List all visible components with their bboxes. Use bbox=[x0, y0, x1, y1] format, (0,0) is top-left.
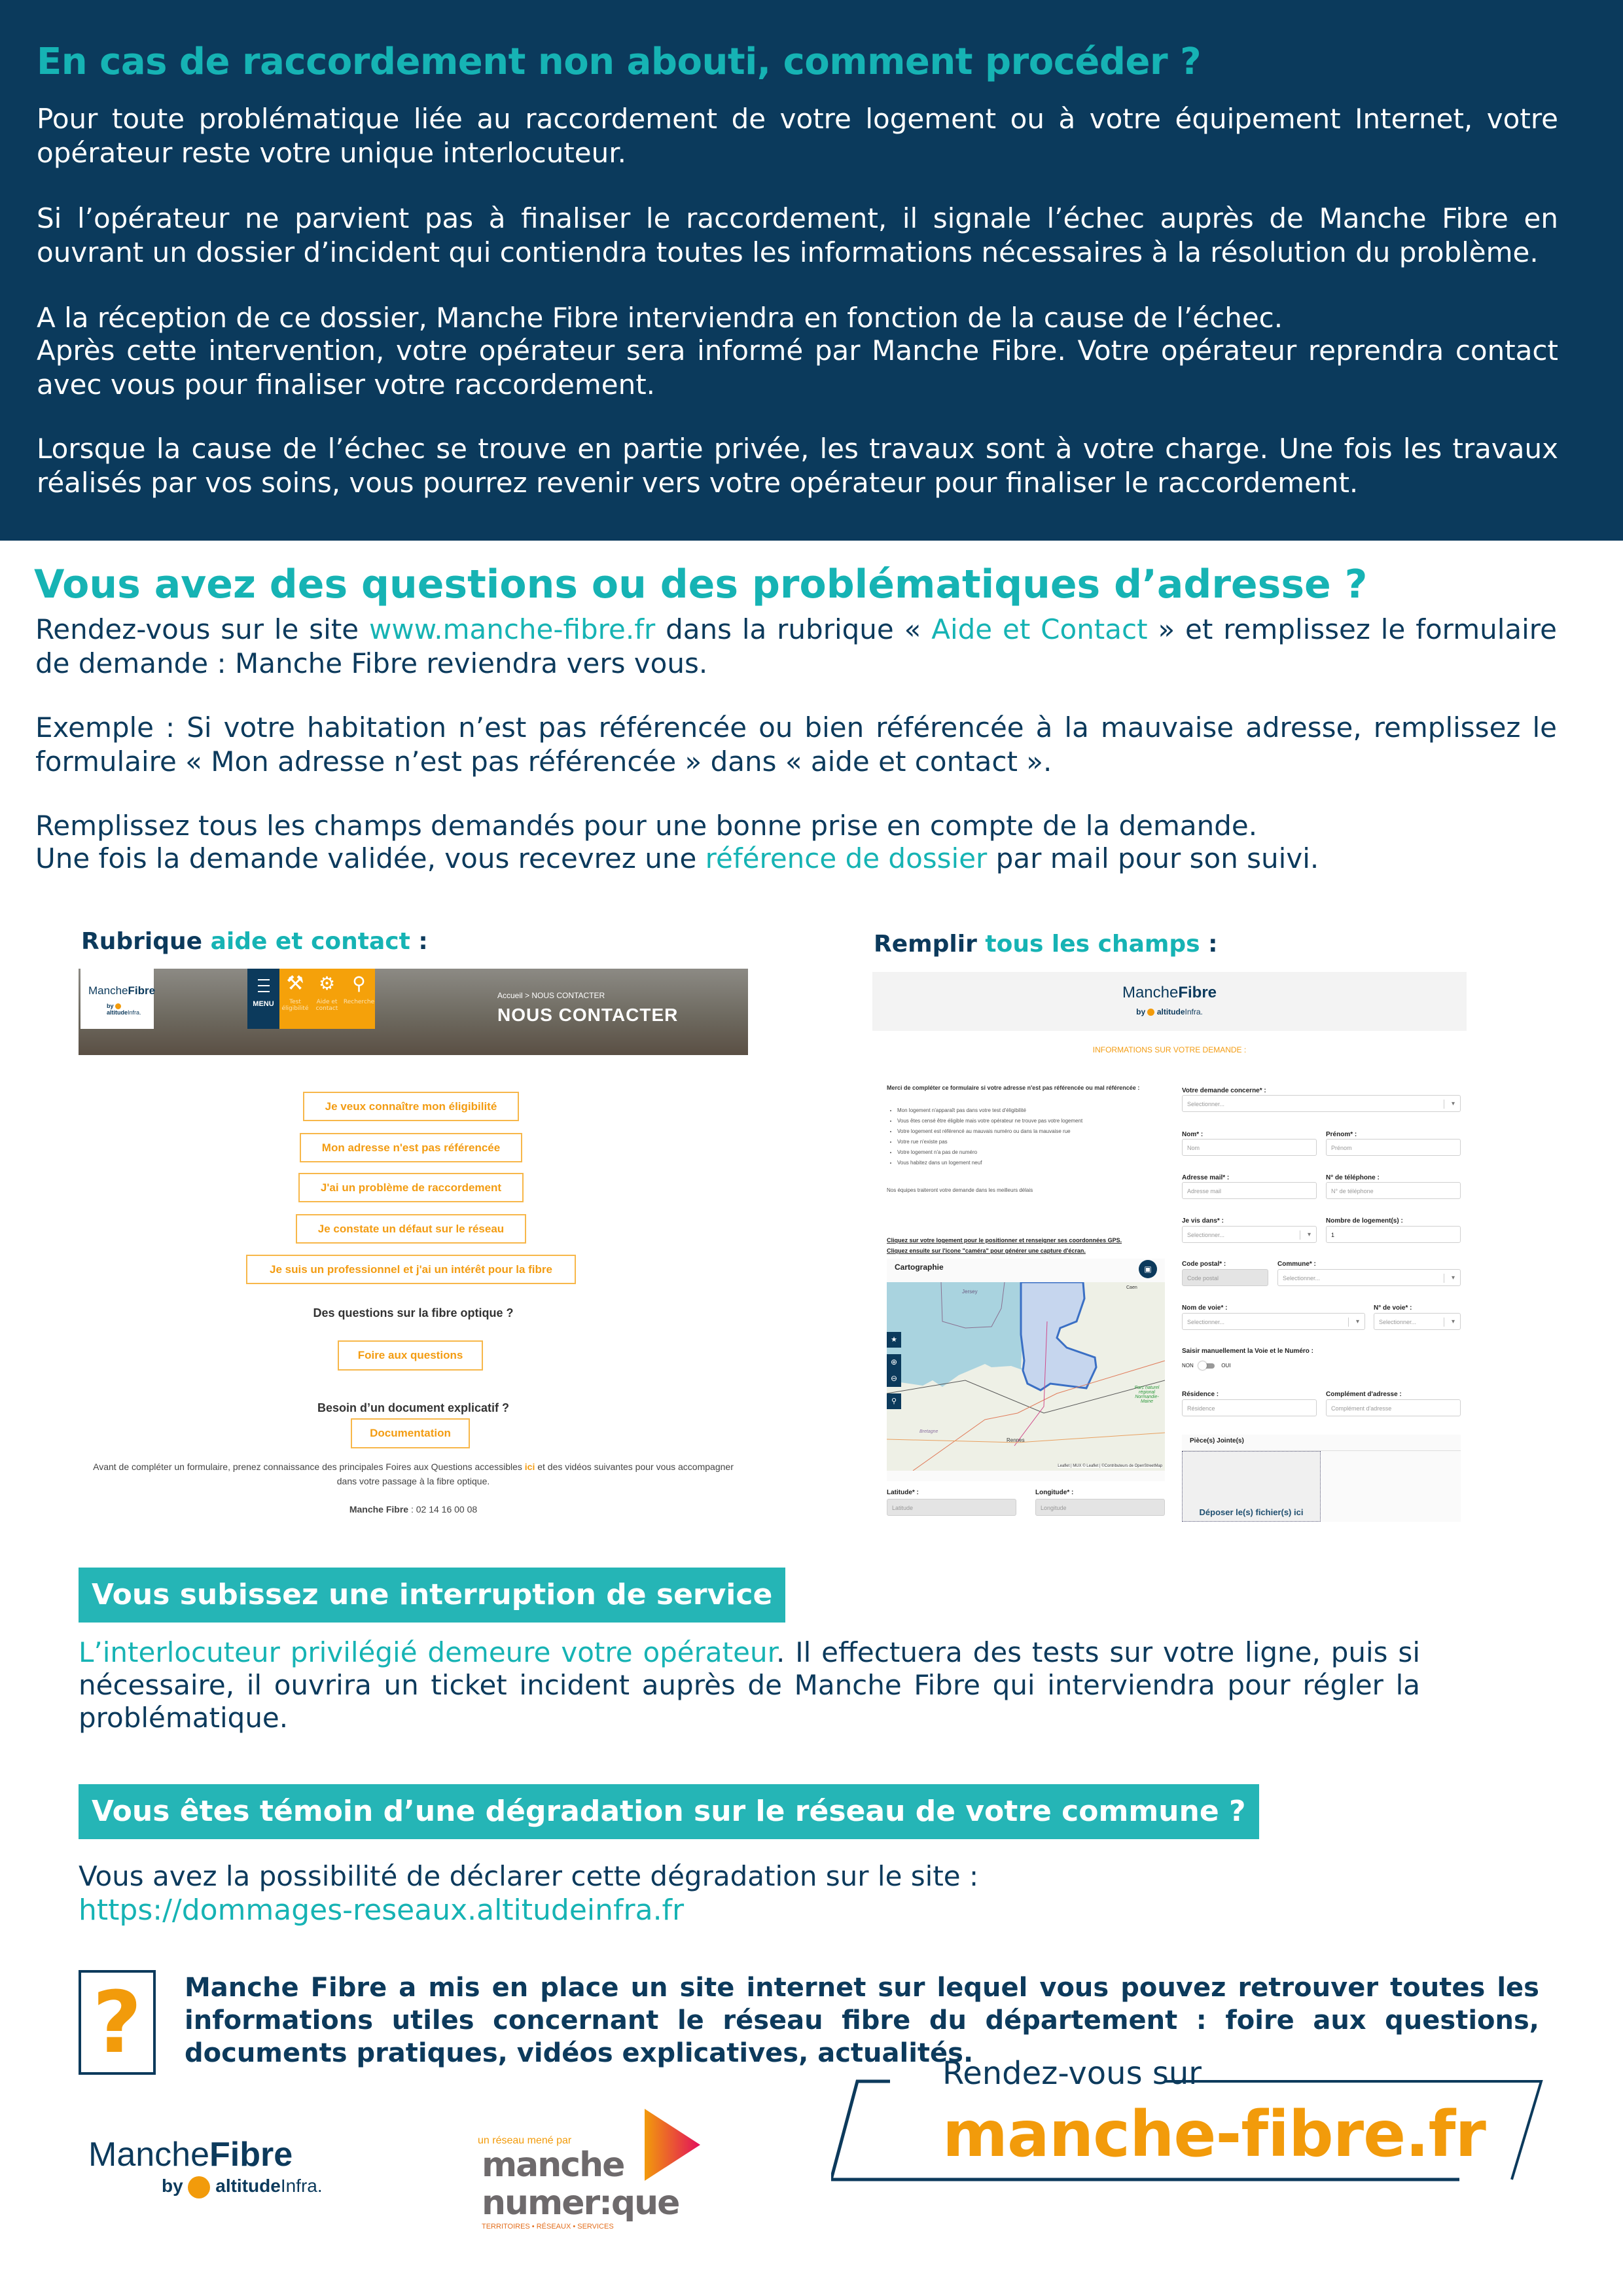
vis-select[interactable]: Selectionner... ▾ bbox=[1182, 1226, 1317, 1243]
section1-title: En cas de raccordement non abouti, comment procéder ? bbox=[37, 41, 1202, 83]
manual-entry-toggle[interactable] bbox=[1182, 1363, 1230, 1369]
altitude-icon bbox=[1147, 1009, 1154, 1016]
list-item: • Votre logement est référencé au mauvais numéro ou dans la mauvaise rue bbox=[897, 1126, 1179, 1137]
text: Manche Fibre bbox=[349, 1504, 409, 1515]
pickaxe-icon: ⚒ bbox=[286, 972, 304, 995]
connection-problem-button[interactable]: J'ai un problème de raccordement bbox=[298, 1173, 524, 1202]
section3-paragraph bbox=[79, 1636, 1420, 1734]
cp-input[interactable]: Code postal bbox=[1182, 1269, 1268, 1286]
logo-byline bbox=[107, 1003, 154, 1016]
camera-icon: ▣ bbox=[1144, 1265, 1152, 1274]
search-icon: ⚲ bbox=[352, 973, 366, 994]
commune-label: Commune* : bbox=[1277, 1261, 1316, 1268]
manche-fibre-footer-logo bbox=[88, 2135, 323, 2198]
nav-label: Test éligibilité bbox=[281, 999, 309, 1012]
text: . Il effectuera des tests sur votre ligne, puis si nécessaire, il ouvrira un ticket incident auprès de Manche Fibre qui interviendra pour régler la problématique. bbox=[79, 1636, 1420, 1734]
vis-label: Je vis dans* : bbox=[1182, 1217, 1224, 1225]
manche-fibre-logo bbox=[872, 984, 1467, 1002]
list-item: • Votre rue n'existe pas bbox=[897, 1137, 1179, 1147]
latitude-input[interactable]: Latitude bbox=[887, 1499, 1016, 1516]
mail-label: Adresse mail* : bbox=[1182, 1174, 1230, 1181]
file-dropzone[interactable] bbox=[1182, 1451, 1321, 1522]
logo-subline: TERRITOIRES • RÉSEAUX • SERVICES bbox=[482, 2223, 614, 2231]
tel-input[interactable]: N° de téléphone bbox=[1326, 1182, 1461, 1199]
section1-paragraph: Si l’opérateur ne parvient pas à finaliser le raccordement, il signale l’échec auprès de Manche Fibre en ouvrant un dossier d’incident qui contiendra toutes les informations nécessaires à la résolution du problème. bbox=[37, 202, 1558, 268]
map-attribution[interactable]: Leaflet | MUX © Leaflet | ©Contributeurs de OpenStreetMap bbox=[1058, 1464, 1162, 1468]
operator-highlight: L’interlocuteur privilégié demeure votre opérateur bbox=[79, 1636, 776, 1668]
cta-small-text: Rendez-vous sur bbox=[942, 2055, 1202, 2092]
nav-label: Recherche bbox=[343, 999, 375, 1005]
documentation-button[interactable]: Documentation bbox=[351, 1418, 470, 1448]
text: : bbox=[410, 928, 428, 955]
doc-heading: Besoin d’un document explicatif ? bbox=[317, 1401, 510, 1414]
menu-label: MENU bbox=[253, 1000, 274, 1008]
nav-label: Aide et contact bbox=[315, 999, 338, 1012]
map-label-bretagne: Bretagne bbox=[919, 1429, 938, 1434]
voie-select[interactable]: Selectionner... ▾ bbox=[1182, 1313, 1365, 1330]
text: Fibre bbox=[1178, 984, 1217, 1001]
question-mark-icon: ? bbox=[92, 1973, 142, 2072]
zoom-in-icon[interactable]: ⊕ bbox=[890, 1357, 898, 1367]
section2-paragraph-3: Remplissez tous les champs demandés pour une bonne prise en compte de la demande. bbox=[35, 810, 1258, 842]
section1-paragraph: Pour toute problématique liée au raccordement de votre logement ou à votre équipement Internet, votre opérateur reste votre unique interlocuteur. bbox=[37, 103, 1558, 169]
locate-icon: ⚲ bbox=[891, 1397, 897, 1405]
logo-byline bbox=[872, 1007, 1467, 1016]
incident-banner bbox=[0, 0, 1623, 541]
text: : 02 14 16 00 08 bbox=[408, 1504, 478, 1515]
map-canvas[interactable] bbox=[887, 1282, 1165, 1471]
footer-info-text: Manche Fibre a mis en place un site internet sur lequel vous pouvez retrouver toutes les informations utiles concernant le réseau fibre du département : foire aux questions, documents pratiques, vidéos explicatives, actualités. bbox=[185, 1973, 1539, 2068]
hamburger-icon bbox=[258, 979, 270, 992]
prenom-input[interactable]: Prénom bbox=[1326, 1139, 1461, 1156]
form-section-heading: INFORMATIONS SUR VOTRE DEMANDE : bbox=[1092, 1045, 1247, 1054]
nom-input[interactable]: Nom bbox=[1182, 1139, 1317, 1156]
cp-label: Code postal* : bbox=[1182, 1261, 1226, 1268]
list-item: • Mon logement n'apparaît pas dans votre test d'éligibilité bbox=[897, 1105, 1179, 1116]
text: Infra. bbox=[1185, 1007, 1203, 1016]
map-title: Cartographie bbox=[895, 1263, 944, 1272]
text: Rubrique bbox=[81, 928, 211, 955]
altitude-icon bbox=[115, 1003, 121, 1009]
text: altitude bbox=[1156, 1007, 1185, 1016]
website-link[interactable]: www.manche-fibre.fr bbox=[369, 613, 656, 645]
professional-button[interactable]: Je suis un professionnel et j'ai un intérêt pour la fibre bbox=[246, 1255, 576, 1284]
contact-phone bbox=[79, 1504, 748, 1515]
text: by bbox=[162, 2176, 183, 2196]
text: Avant de compléter un formulaire, prenez connaissance des principales Foires aux Questions accessibles bbox=[93, 1462, 525, 1472]
num-voie-select[interactable]: Selectionner... ▾ bbox=[1374, 1313, 1461, 1330]
latitude-label: Latitude* : bbox=[887, 1489, 919, 1496]
tel-label: N° de téléphone : bbox=[1326, 1174, 1380, 1181]
logo-wordmark bbox=[88, 2135, 323, 2174]
longitude-input[interactable]: Longitude bbox=[1035, 1499, 1165, 1516]
map-label-parc: Parc naturel régional Normandie-Maine bbox=[1134, 1386, 1160, 1404]
address-form-screenshot bbox=[872, 972, 1467, 1522]
nb-logements-label: Nombre de logement(s) : bbox=[1326, 1217, 1403, 1225]
complement-input[interactable]: Complément d'adresse bbox=[1326, 1399, 1461, 1416]
mail-input[interactable]: Adresse mail bbox=[1182, 1182, 1317, 1199]
demande-label: Votre demande concerne* : bbox=[1182, 1087, 1266, 1094]
text: Fibre bbox=[209, 2136, 293, 2174]
manual-entry-label: Saisir manuellement la Voie et le Numéro : bbox=[1182, 1348, 1313, 1355]
map-panel bbox=[887, 1259, 1165, 1481]
text: Cliquez sur votre logement pour le positionner et renseigner ses coordonnées GPS. bbox=[887, 1237, 1122, 1244]
network-defect-button[interactable]: Je constate un défaut sur le réseau bbox=[296, 1214, 526, 1244]
text: tous les champs bbox=[985, 931, 1200, 958]
map-tiles bbox=[887, 1282, 1165, 1471]
residence-input[interactable]: Résidence bbox=[1182, 1399, 1317, 1416]
nom-label: Nom* : bbox=[1182, 1131, 1204, 1138]
section1-paragraph: Lorsque la cause de l’échec se trouve en partie privée, les travaux sont à votre charge. Une fois les travaux réalisés par vos soins, vous pourrez revenir vers votre opérateur pour finaliser le raccordement. bbox=[37, 433, 1558, 499]
logo-wordmark bbox=[88, 984, 155, 997]
camera-button[interactable] bbox=[1139, 1260, 1157, 1278]
form-closing: Nos équipes traiteront votre demande dans les meilleurs délais bbox=[887, 1187, 1033, 1193]
eligibility-button[interactable]: Je veux connaître mon éligibilité bbox=[303, 1092, 519, 1121]
cta-website-link[interactable]: manche-fibre.fr bbox=[942, 2098, 1486, 2171]
address-not-referenced-button[interactable]: Mon adresse n'est pas référencée bbox=[300, 1133, 522, 1162]
manche-fibre-logo[interactable] bbox=[80, 969, 154, 1029]
nb-logements-stepper[interactable]: 1 bbox=[1326, 1226, 1461, 1243]
network-damage-bar: Vous êtes témoin d’une dégradation sur le réseau de votre commune ? bbox=[79, 1784, 1259, 1839]
section4-text: Vous avez la possibilité de déclarer cette dégradation sur le site : bbox=[79, 1860, 979, 1892]
map-instructions bbox=[887, 1235, 1168, 1256]
locate-button[interactable] bbox=[887, 1393, 901, 1409]
text: : bbox=[1200, 931, 1218, 958]
section2-paragraph-4 bbox=[35, 842, 1557, 876]
longitude-label: Longitude* : bbox=[1035, 1489, 1074, 1496]
zoom-controls bbox=[887, 1354, 901, 1387]
breadcrumb[interactable]: Accueil > NOUS CONTACTER bbox=[497, 991, 605, 1000]
text: Manche bbox=[88, 984, 128, 997]
form-header bbox=[872, 972, 1467, 1031]
toggle-switch[interactable] bbox=[1200, 1363, 1215, 1369]
zoom-out-icon[interactable]: ⊖ bbox=[890, 1374, 898, 1383]
section2-paragraph-2: Exemple : Si votre habitation n’est pas référencée ou bien référencée à la mauvaise adresse, remplissez le formulaire « Mon adresse n’est pas référencée » dans « aide et contact ». bbox=[35, 711, 1557, 778]
text: Fibre bbox=[128, 984, 156, 997]
text: par mail pour son suivi. bbox=[987, 842, 1319, 874]
logo-tagline: un réseau mené par bbox=[478, 2135, 572, 2146]
section2-title: Vous avez des questions ou des problématiques d’adresse ? bbox=[34, 562, 1368, 607]
attachments-panel bbox=[1182, 1435, 1461, 1522]
page-title: NOUS CONTACTER bbox=[497, 1005, 679, 1025]
text: altitude bbox=[215, 2176, 281, 2196]
text: Manche bbox=[88, 2136, 209, 2174]
section1-paragraph: A la réception de ce dossier, Manche Fibre interviendra en fonction de la cause de l’échec. bbox=[37, 302, 1283, 334]
text: Manche bbox=[1122, 984, 1179, 1001]
aide-contact-highlight: Aide et Contact bbox=[931, 613, 1148, 645]
num-voie-label: N° de voie* : bbox=[1374, 1304, 1412, 1312]
toggle-off-label: NON bbox=[1182, 1363, 1194, 1369]
section1-paragraph: Après cette intervention, votre opérateur sera informé par Manche Fibre. Votre opérateur reprendra contact avec vous pour finaliser votre raccordement. bbox=[37, 334, 1558, 401]
commune-select[interactable]: Selectionner... ▾ bbox=[1277, 1269, 1461, 1286]
prenom-label: Prénom* : bbox=[1326, 1131, 1357, 1138]
left-screenshot-caption bbox=[81, 928, 428, 955]
text: dans la rubrique « bbox=[655, 613, 932, 645]
nav-recherche[interactable] bbox=[343, 969, 375, 1029]
france-icon: ★ bbox=[891, 1335, 897, 1344]
ici-link[interactable]: ici bbox=[524, 1462, 535, 1472]
residence-label: Résidence : bbox=[1182, 1391, 1219, 1398]
list-item: • Vous êtes censé être éligible mais votre opérateur ne trouve pas votre logement bbox=[897, 1116, 1179, 1126]
map-label-rennes: Rennes bbox=[1007, 1437, 1025, 1443]
logo-byline bbox=[162, 2176, 323, 2198]
voie-label: Nom de voie* : bbox=[1182, 1304, 1228, 1312]
text: altitude bbox=[107, 1009, 128, 1016]
nav-aide-contact[interactable] bbox=[311, 969, 343, 1029]
faq-note bbox=[92, 1460, 735, 1488]
attachments-label: Pièce(s) Jointe(s) bbox=[1190, 1437, 1244, 1444]
section2-paragraph-1 bbox=[35, 613, 1557, 681]
service-interruption-bar: Vous subissez une interruption de service bbox=[79, 1568, 785, 1623]
logo-line1: manche bbox=[482, 2145, 624, 2185]
text: by bbox=[107, 1003, 114, 1009]
text: by bbox=[1136, 1007, 1146, 1016]
text: aide et contact bbox=[210, 928, 410, 955]
list-item: • Votre logement n'a pas de numéro bbox=[897, 1147, 1179, 1158]
text: Infra. bbox=[280, 2176, 323, 2196]
map-label-jersey: Jersey bbox=[962, 1289, 978, 1295]
list-item: • Vous habitez dans un logement neuf bbox=[897, 1158, 1179, 1168]
support-icon: ⚙ bbox=[318, 973, 336, 994]
demande-select[interactable]: Selectionner... ▾ bbox=[1182, 1095, 1461, 1112]
text: » et remplissez le formulaire de demande : Manche Fibre reviendra vers vous. bbox=[35, 613, 1557, 679]
dropzone-label: Déposer le(s) fichier(s) ici bbox=[1199, 1507, 1304, 1517]
damage-report-link[interactable]: https://dommages-reseaux.altitudeinfra.fr bbox=[79, 1893, 685, 1927]
site-header bbox=[79, 969, 748, 1055]
toggle-on-label: OUI bbox=[1221, 1363, 1231, 1369]
manche-numerique-logo bbox=[478, 2135, 707, 2231]
complement-label: Complément d'adresse : bbox=[1326, 1391, 1402, 1398]
map-label-caen: Caen bbox=[1126, 1285, 1137, 1290]
text: Cliquez ensuite sur l'icone "caméra" pour générer une capture d'écran. bbox=[887, 1247, 1086, 1254]
faq-heading: Des questions sur la fibre optique ? bbox=[313, 1306, 514, 1319]
question-box bbox=[79, 1970, 156, 2075]
reasons-list bbox=[878, 1105, 1179, 1168]
menu-button[interactable] bbox=[247, 969, 279, 1029]
logo-line2: numer:que bbox=[482, 2183, 679, 2223]
play-shape-icon bbox=[645, 2109, 704, 2181]
france-view-button[interactable] bbox=[887, 1332, 901, 1348]
form-intro: Merci de compléter ce formulaire si votre adresse n'est pas référencée ou mal référencée : bbox=[887, 1085, 1140, 1091]
altitude-icon bbox=[188, 2176, 210, 2198]
text: Remplir bbox=[874, 931, 986, 958]
dossier-reference-highlight: référence de dossier bbox=[705, 842, 988, 874]
faq-button[interactable]: Foire aux questions bbox=[338, 1340, 483, 1371]
text: et des vidéos suivantes pour vous accompagner dans votre passage à la fibre optique. bbox=[336, 1462, 734, 1486]
text: Infra. bbox=[128, 1009, 141, 1016]
nav-test-eligibilite[interactable] bbox=[279, 969, 311, 1029]
text: Rendez-vous sur le site bbox=[35, 613, 370, 645]
aide-contact-screenshot bbox=[79, 969, 748, 1528]
right-screenshot-caption bbox=[874, 931, 1218, 958]
text: Une fois la demande validée, vous recevrez une bbox=[35, 842, 705, 874]
